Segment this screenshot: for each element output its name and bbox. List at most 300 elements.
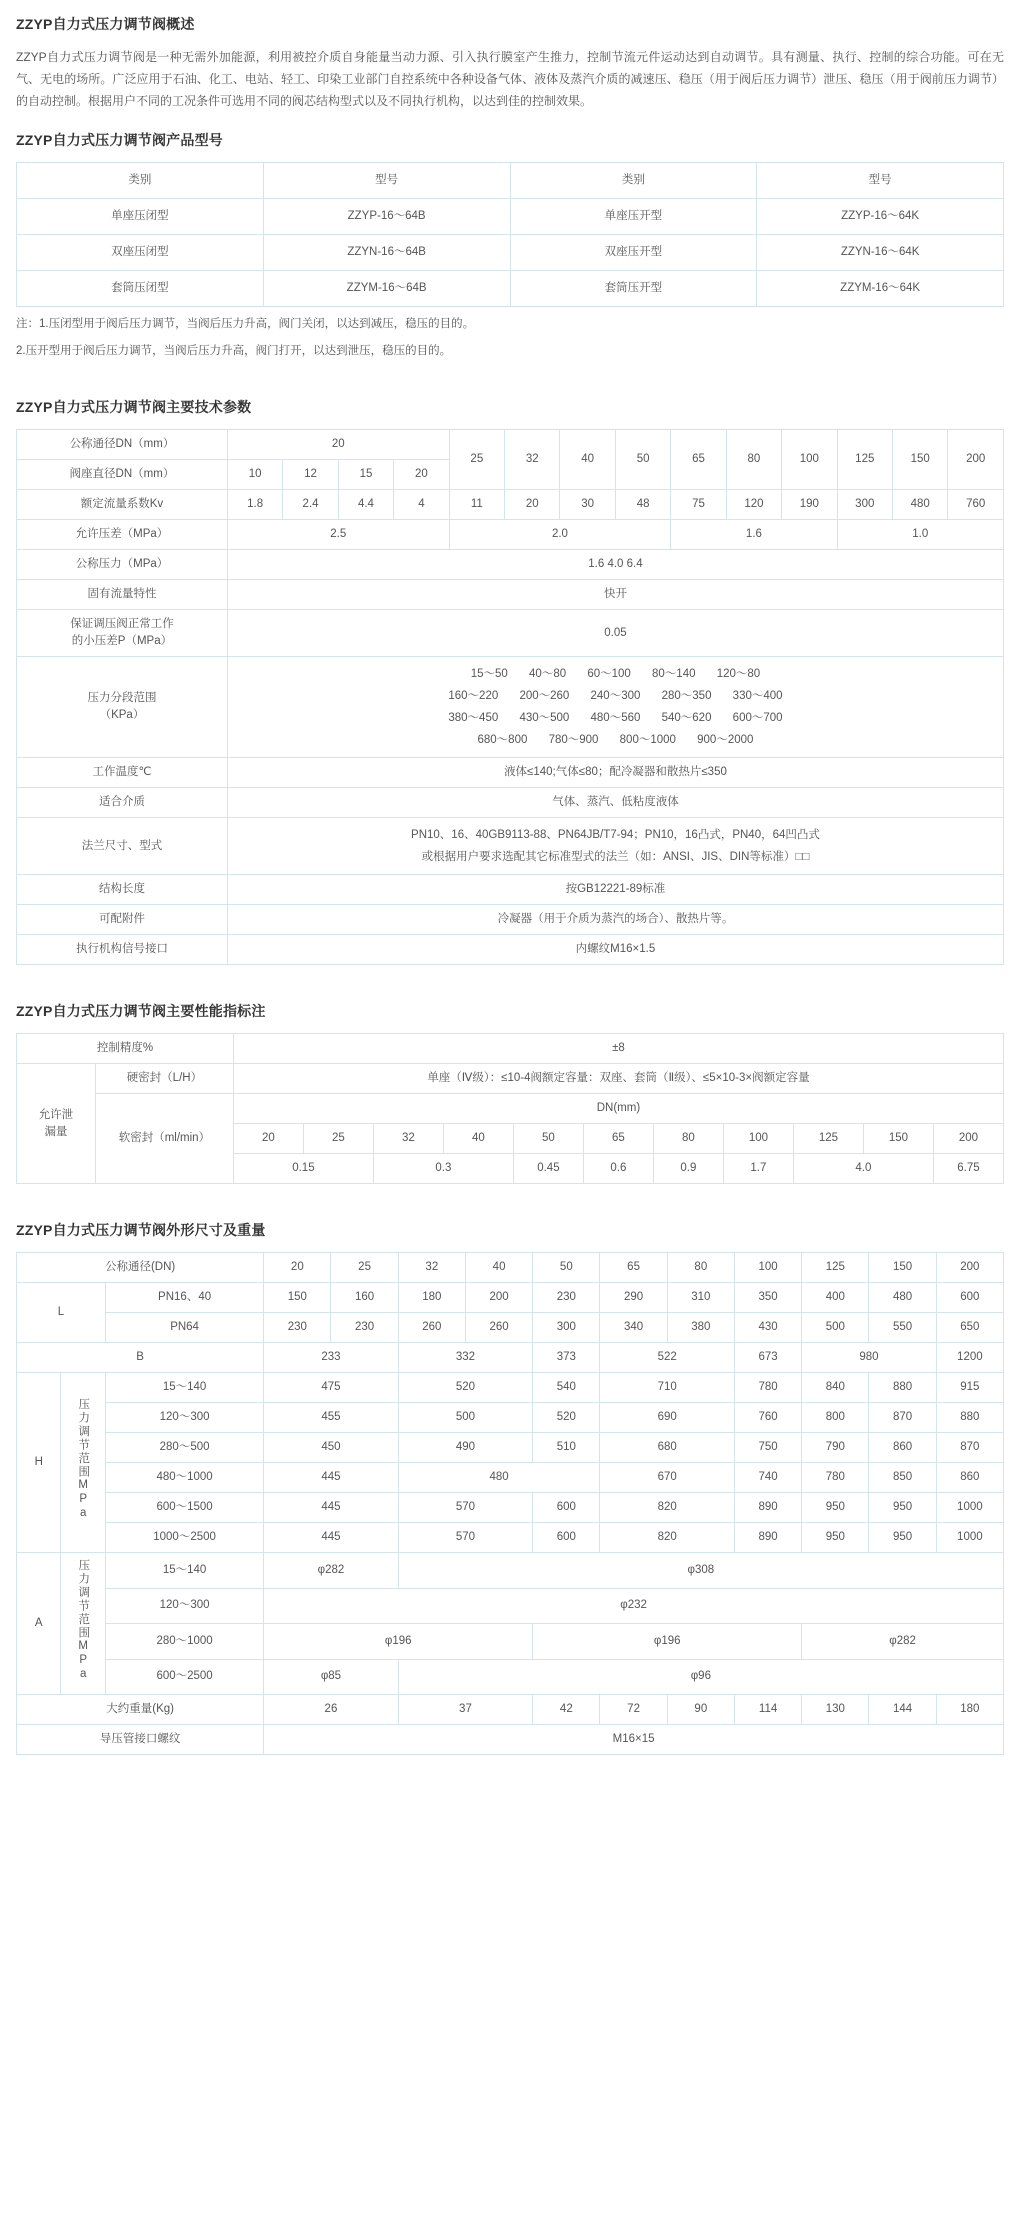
cell-H-range: 15～140 [105, 1373, 263, 1403]
cell-A-range: 600～2500 [105, 1659, 263, 1695]
cell-H: 880 [869, 1373, 936, 1403]
cell-dn-header: DN(mm) [233, 1094, 1003, 1124]
label-seat-diameter: 阀座直径DN（mm） [17, 460, 228, 490]
cell-H: 1000 [936, 1523, 1003, 1553]
cell-H: 475 [264, 1373, 399, 1403]
cell-B: 332 [398, 1343, 533, 1373]
cell-L: 230 [331, 1313, 398, 1343]
label-structure-length: 结构长度 [17, 875, 228, 905]
cell-H-range: 480～1000 [105, 1463, 263, 1493]
label-medium: 适合介质 [17, 788, 228, 818]
model-section [16, 130, 1004, 361]
cell-model: ZZYN-16～64B [263, 235, 510, 271]
pressure-range-value: 380～450 [448, 712, 499, 724]
cell-dn: 20 [264, 1253, 331, 1283]
cell-dn-40: 40 [560, 430, 615, 490]
label-nominal-pressure: 公称压力（MPa） [17, 550, 228, 580]
label-flow-characteristic: 固有流量特性 [17, 580, 228, 610]
cell-weight: 90 [667, 1695, 734, 1725]
cell-model: ZZYM-16～64B [263, 271, 510, 307]
cell-H: 780 [802, 1463, 869, 1493]
cell-category: 双座压开型 [510, 235, 757, 271]
cell-H: 600 [533, 1493, 600, 1523]
cell-L: 260 [465, 1313, 532, 1343]
label-pn64: PN64 [105, 1313, 263, 1343]
cell-category: 套筒压闭型 [17, 271, 264, 307]
cell-hard-seal: 单座（Ⅳ级）：≤10-4阀额定容量：双座、套筒（Ⅱ级）、≤5×10-3×阀额定容量 [233, 1064, 1003, 1094]
cell-H: 860 [869, 1433, 936, 1463]
cell-soft-value: 0.9 [653, 1154, 723, 1184]
row-H-6 [17, 1523, 1004, 1553]
dimensions-section [16, 1220, 1004, 1755]
label-allowable-dp: 允许压差（MPa） [17, 520, 228, 550]
cell-accessories: 冷凝器（用于介质为蒸汽的场合）、散热片等。 [227, 905, 1003, 935]
row-A-4 [17, 1659, 1004, 1695]
cell-H: 915 [936, 1373, 1003, 1403]
cell-dn: 125 [802, 1253, 869, 1283]
cell-A: φ196 [264, 1624, 533, 1660]
cell-B: 1200 [936, 1343, 1003, 1373]
cell-dp: 1.0 [837, 520, 1003, 550]
cell-model: ZZYP-16～64K [757, 199, 1004, 235]
cell-H: 840 [802, 1373, 869, 1403]
cell-L: 230 [264, 1313, 331, 1343]
cell-H: 500 [398, 1403, 533, 1433]
cell-soft-dn: 150 [863, 1124, 933, 1154]
label-leakage [17, 1064, 96, 1184]
row-H-2 [17, 1403, 1004, 1433]
cell-kv: 190 [782, 490, 837, 520]
specs-title: ZZYP自力式压力调节阀主要技术参数 [16, 399, 252, 415]
label-hard-seal: 硬密封（L/H） [95, 1064, 233, 1094]
cell-model: ZZYM-16～64K [757, 271, 1004, 307]
cell-kv: 75 [671, 490, 726, 520]
pressure-range-value: 540～620 [661, 712, 712, 724]
cell-H: 480 [398, 1463, 600, 1493]
cell-dn: 50 [533, 1253, 600, 1283]
table-row [17, 199, 1004, 235]
label-pressure-range-line1: 压力分段范围 [87, 692, 157, 704]
row-accessories [17, 905, 1004, 935]
cell-structure-length: 按GB12221-89标准 [227, 875, 1003, 905]
col-header-model-2: 型号 [757, 163, 1004, 199]
label-thread: 导压管接口螺纹 [17, 1725, 264, 1755]
cell-B: 373 [533, 1343, 600, 1373]
cell-weight: 144 [869, 1695, 936, 1725]
cell-thread: M16×15 [264, 1725, 1004, 1755]
cell-H: 760 [734, 1403, 801, 1433]
cell-H: 870 [936, 1433, 1003, 1463]
cell-soft-dn: 80 [653, 1124, 723, 1154]
cell-soft-value: 0.15 [233, 1154, 373, 1184]
pressure-range-line [230, 685, 1001, 707]
cell-H-range: 1000～2500 [105, 1523, 263, 1553]
row-H-3 [17, 1433, 1004, 1463]
cell-soft-value: 0.6 [583, 1154, 653, 1184]
cell-L: 400 [802, 1283, 869, 1313]
row-nominal-pressure [17, 550, 1004, 580]
overview-section [16, 14, 1004, 112]
label-H-press-range [61, 1373, 105, 1553]
row-min-dp [17, 610, 1004, 657]
cell-H: 445 [264, 1463, 399, 1493]
cell-soft-dn: 65 [583, 1124, 653, 1154]
row-working-temperature [17, 758, 1004, 788]
performance-section [16, 1001, 1004, 1184]
table-row [17, 271, 1004, 307]
cell-dn: 32 [398, 1253, 465, 1283]
cell-weight: 114 [734, 1695, 801, 1725]
cell-kv: 2.4 [283, 490, 338, 520]
cell-dn: 65 [600, 1253, 667, 1283]
cell-H: 950 [802, 1523, 869, 1553]
cell-H: 950 [869, 1493, 936, 1523]
pressure-range-value: 200～260 [519, 690, 570, 702]
cell-dn: 100 [734, 1253, 801, 1283]
row-hard-seal [17, 1064, 1004, 1094]
cell-H: 950 [802, 1493, 869, 1523]
cell-soft-dn: 125 [793, 1124, 863, 1154]
cell-medium: 气体、蒸汽、低粘度液体 [227, 788, 1003, 818]
label-pressure-range-line2: （KPa） [99, 709, 145, 721]
cell-soft-dn: 200 [933, 1124, 1003, 1154]
cell-L: 650 [936, 1313, 1003, 1343]
row-A-3 [17, 1624, 1004, 1660]
cell-dn: 80 [667, 1253, 734, 1283]
cell-H: 820 [600, 1523, 735, 1553]
cell-H: 690 [600, 1403, 735, 1433]
cell-H-range: 120～300 [105, 1403, 263, 1433]
label-min-dp-line1: 保证调压阀正常工作 [70, 618, 174, 630]
cell-dn-32: 32 [505, 430, 560, 490]
cell-soft-value: 4.0 [793, 1154, 933, 1184]
cell-H: 540 [533, 1373, 600, 1403]
cell-kv: 120 [726, 490, 781, 520]
row-H-5 [17, 1493, 1004, 1523]
cell-A: φ282 [802, 1624, 1004, 1660]
cell-dn-150: 150 [892, 430, 947, 490]
cell-category: 双座压闭型 [17, 235, 264, 271]
cell-kv: 760 [948, 490, 1004, 520]
cell-L: 310 [667, 1283, 734, 1313]
row-pressure-range [17, 657, 1004, 758]
row-allowable-dp [17, 520, 1004, 550]
cell-H: 490 [398, 1433, 533, 1463]
row-A-2 [17, 1588, 1004, 1624]
cell-B: 522 [600, 1343, 735, 1373]
table-header-row [17, 163, 1004, 199]
pressure-range-value: 900～2000 [697, 734, 754, 746]
label-min-dp [17, 610, 228, 657]
cell-H: 670 [600, 1463, 735, 1493]
cell-dn: 200 [936, 1253, 1003, 1283]
cell-H: 890 [734, 1523, 801, 1553]
cell-soft-dn: 40 [443, 1124, 513, 1154]
pressure-range-value: 120～80 [716, 668, 761, 680]
cell-category: 套筒压开型 [510, 271, 757, 307]
row-flow-characteristic [17, 580, 1004, 610]
cell-H: 750 [734, 1433, 801, 1463]
pressure-range-value: 800～1000 [619, 734, 676, 746]
cell-soft-value: 0.3 [373, 1154, 513, 1184]
cell-B: 673 [734, 1343, 801, 1373]
cell-dn-50: 50 [615, 430, 670, 490]
pressure-range-value: 15～50 [470, 668, 508, 680]
cell-A: φ196 [533, 1624, 802, 1660]
cell-H: 850 [869, 1463, 936, 1493]
row-B [17, 1343, 1004, 1373]
pressure-range-value: 80～140 [652, 668, 696, 680]
cell-H: 520 [533, 1403, 600, 1433]
label-L: L [17, 1283, 106, 1343]
col-header-model-1: 型号 [263, 163, 510, 199]
pressure-range-value: 160～220 [448, 690, 499, 702]
cell-H: 780 [734, 1373, 801, 1403]
cell-kv: 48 [615, 490, 670, 520]
pressure-range-value: 280～350 [661, 690, 712, 702]
cell-soft-dn: 32 [373, 1124, 443, 1154]
row-flange [17, 818, 1004, 875]
label-A-press-range [61, 1553, 105, 1695]
pressure-range-value: 60～100 [587, 668, 631, 680]
cell-L: 380 [667, 1313, 734, 1343]
cell-H-range: 280～500 [105, 1433, 263, 1463]
cell-H: 510 [533, 1433, 600, 1463]
row-L-pn16 [17, 1283, 1004, 1313]
label-H-press-range-text: 压力调节范围MPa [77, 1398, 90, 1521]
model-title: ZZYP自力式压力调节阀产品型号 [16, 132, 223, 148]
dimensions-table [16, 1252, 1004, 1755]
overview-title: ZZYP自力式压力调节阀概述 [16, 16, 195, 32]
label-flange: 法兰尺寸、型式 [17, 818, 228, 875]
cell-kv: 300 [837, 490, 892, 520]
label-working-temperature: 工作温度℃ [17, 758, 228, 788]
pressure-range-value: 430～500 [519, 712, 570, 724]
cell-dn-20: 20 [227, 430, 449, 460]
row-medium [17, 788, 1004, 818]
cell-dp: 1.6 [671, 520, 837, 550]
model-note-1: 注：1.压闭型用于阀后压力调节，当阀后压力升高，阀门关闭，以达到减压，稳压的目的。 [16, 318, 475, 330]
pressure-range-value: 240～300 [590, 690, 641, 702]
cell-L: 150 [264, 1283, 331, 1313]
label-signal-port: 执行机构信号接口 [17, 935, 228, 965]
cell-soft-dn: 100 [723, 1124, 793, 1154]
row-kv [17, 490, 1004, 520]
cell-H: 520 [398, 1373, 533, 1403]
cell-dn-125: 125 [837, 430, 892, 490]
label-leakage-line1: 允许泄 [38, 1108, 74, 1121]
cell-H: 680 [600, 1433, 735, 1463]
cell-H: 740 [734, 1463, 801, 1493]
label-kv: 额定流量系数Kv [17, 490, 228, 520]
cell-H: 890 [734, 1493, 801, 1523]
cell-category: 单座压闭型 [17, 199, 264, 235]
cell-soft-value: 0.45 [513, 1154, 583, 1184]
cell-A: φ282 [264, 1553, 399, 1589]
cell-H: 860 [936, 1463, 1003, 1493]
cell-kv: 30 [560, 490, 615, 520]
model-table [16, 162, 1004, 307]
label-accessories: 可配附件 [17, 905, 228, 935]
cell-dp: 2.5 [227, 520, 449, 550]
label-nominal-diameter: 公称通径(DN) [17, 1253, 264, 1283]
cell-seat-12: 12 [283, 460, 338, 490]
cell-dn: 40 [465, 1253, 532, 1283]
cell-dn-25: 25 [449, 430, 504, 490]
row-L-pn64 [17, 1313, 1004, 1343]
cell-L: 230 [533, 1283, 600, 1313]
cell-weight: 72 [600, 1695, 667, 1725]
row-H-4 [17, 1463, 1004, 1493]
cell-model: ZZYP-16～64B [263, 199, 510, 235]
row-nominal-diameter [17, 430, 1004, 460]
col-header-category-1: 类别 [17, 163, 264, 199]
cell-H: 800 [802, 1403, 869, 1433]
cell-category: 单座压开型 [510, 199, 757, 235]
cell-H: 450 [264, 1433, 399, 1463]
row-thread [17, 1725, 1004, 1755]
col-header-category-2: 类别 [510, 163, 757, 199]
cell-H: 710 [600, 1373, 735, 1403]
row-signal-port [17, 935, 1004, 965]
label-accuracy: 控制精度% [17, 1034, 234, 1064]
cell-A-range: 15～140 [105, 1553, 263, 1589]
cell-kv: 20 [505, 490, 560, 520]
cell-weight: 180 [936, 1695, 1003, 1725]
label-H: H [17, 1373, 61, 1553]
row-H-1 [17, 1373, 1004, 1403]
cell-dn-80: 80 [726, 430, 781, 490]
cell-H: 820 [600, 1493, 735, 1523]
cell-weight: 42 [533, 1695, 600, 1725]
cell-soft-dn: 20 [233, 1124, 303, 1154]
cell-L: 340 [600, 1313, 667, 1343]
label-pressure-range [17, 657, 228, 758]
cell-nominal-pressure: 1.6 4.0 6.4 [227, 550, 1003, 580]
row-dn-header [17, 1253, 1004, 1283]
cell-A: φ96 [398, 1659, 1003, 1695]
cell-L: 430 [734, 1313, 801, 1343]
cell-kv: 1.8 [227, 490, 282, 520]
performance-title: ZZYP自力式压力调节阀主要性能指标注 [16, 1003, 266, 1019]
label-soft-seal: 软密封（ml/min） [95, 1094, 233, 1184]
cell-H: 445 [264, 1493, 399, 1523]
pressure-range-line [230, 707, 1001, 729]
cell-dp: 2.0 [449, 520, 671, 550]
cell-H: 1000 [936, 1493, 1003, 1523]
cell-soft-dn: 50 [513, 1124, 583, 1154]
cell-L: 180 [398, 1283, 465, 1313]
cell-accuracy: ±8 [233, 1034, 1003, 1064]
label-B: B [17, 1343, 264, 1373]
row-accuracy [17, 1034, 1004, 1064]
row-weight [17, 1695, 1004, 1725]
cell-signal-port: 内螺纹M16×1.5 [227, 935, 1003, 965]
cell-min-dp: 0.05 [227, 610, 1003, 657]
cell-seat-20: 20 [394, 460, 449, 490]
cell-L: 300 [533, 1313, 600, 1343]
pressure-range-value: 480～560 [590, 712, 641, 724]
specs-table [16, 429, 1004, 965]
cell-soft-dn: 25 [303, 1124, 373, 1154]
flange-line1: PN10、16、40GB9113-88、PN64JB/T7-94；PN10，16凸式，PN40，64凹凸式 [411, 829, 820, 841]
cell-A: φ232 [264, 1588, 1004, 1624]
cell-kv: 11 [449, 490, 504, 520]
cell-L: 200 [465, 1283, 532, 1313]
cell-dn: 150 [869, 1253, 936, 1283]
pressure-range-line [230, 663, 1001, 685]
cell-weight: 130 [802, 1695, 869, 1725]
pressure-range-value: 600～700 [732, 712, 783, 724]
cell-dn: 25 [331, 1253, 398, 1283]
cell-A-range: 120～300 [105, 1588, 263, 1624]
cell-A: φ308 [398, 1553, 1003, 1589]
cell-L: 480 [869, 1283, 936, 1313]
cell-H: 870 [869, 1403, 936, 1433]
cell-A: φ85 [264, 1659, 399, 1695]
row-structure-length [17, 875, 1004, 905]
cell-H-range: 600～1500 [105, 1493, 263, 1523]
row-dn-header [17, 1094, 1004, 1124]
cell-seat-10: 10 [227, 460, 282, 490]
cell-L: 160 [331, 1283, 398, 1313]
cell-H: 570 [398, 1493, 533, 1523]
cell-L: 500 [802, 1313, 869, 1343]
cell-H: 570 [398, 1523, 533, 1553]
pressure-range-value: 40～80 [529, 668, 567, 680]
cell-dn-200: 200 [948, 430, 1004, 490]
cell-H: 950 [869, 1523, 936, 1553]
flange-line2: 或根据用户要求选配其它标准型式的法兰（如：ANSI、JIS、DIN等标准）□□ [421, 851, 810, 863]
cell-dn-65: 65 [671, 430, 726, 490]
cell-soft-value: 6.75 [933, 1154, 1003, 1184]
label-leakage-line2: 漏量 [44, 1125, 68, 1138]
cell-H: 455 [264, 1403, 399, 1433]
cell-kv: 4.4 [338, 490, 393, 520]
cell-dn-100: 100 [782, 430, 837, 490]
pressure-range-value: 330～400 [732, 690, 783, 702]
cell-flange [227, 818, 1003, 875]
overview-paragraph: ZZYP自力式压力调节阀是一种无需外加能源，利用被控介质自身能量当动力源、引入执行膜室产生推力，控制节流元件运动达到自动调节。具有测量、执行、控制的综合功能。可在无气、无电的场所。广泛应用于石油、化工、电站、轻工、印染工业部门自控系统中各种设备气体、液体及蒸汽介质的减速压、稳压（用于阀后压力调节）泄压、稳压（用于阀前压力调节）的自动控制。根据用户不同的工况条件可选用不同的阀芯结构型式以及不同执行机构，以达到佳的控制效果。 [16, 50, 1004, 108]
cell-kv: 480 [892, 490, 947, 520]
performance-table [16, 1033, 1004, 1184]
label-A-press-range-text: 压力调节范围MPa [77, 1559, 90, 1682]
cell-H: 790 [802, 1433, 869, 1463]
cell-B: 233 [264, 1343, 399, 1373]
cell-A-range: 280～1000 [105, 1624, 263, 1660]
cell-weight: 26 [264, 1695, 399, 1725]
cell-B: 980 [802, 1343, 937, 1373]
specs-section [16, 397, 1004, 965]
table-row [17, 235, 1004, 271]
label-nominal-diameter: 公称通径DN（mm） [17, 430, 228, 460]
row-A-1 [17, 1553, 1004, 1589]
pressure-range-line [230, 729, 1001, 751]
cell-H: 445 [264, 1523, 399, 1553]
cell-kv: 4 [394, 490, 449, 520]
cell-L: 260 [398, 1313, 465, 1343]
cell-seat-15: 15 [338, 460, 393, 490]
cell-flow-characteristic: 快开 [227, 580, 1003, 610]
cell-L: 350 [734, 1283, 801, 1313]
model-note-2: 2.压开型用于阀后压力调节，当阀后压力升高，阀门打开，以达到泄压，稳压的目的。 [16, 345, 452, 357]
cell-working-temperature: 液体≤140;气体≤80；配冷凝器和散热片≤350 [227, 758, 1003, 788]
cell-L: 600 [936, 1283, 1003, 1313]
cell-pressure-range [227, 657, 1003, 758]
cell-L: 550 [869, 1313, 936, 1343]
cell-H: 880 [936, 1403, 1003, 1433]
cell-model: ZZYN-16～64K [757, 235, 1004, 271]
